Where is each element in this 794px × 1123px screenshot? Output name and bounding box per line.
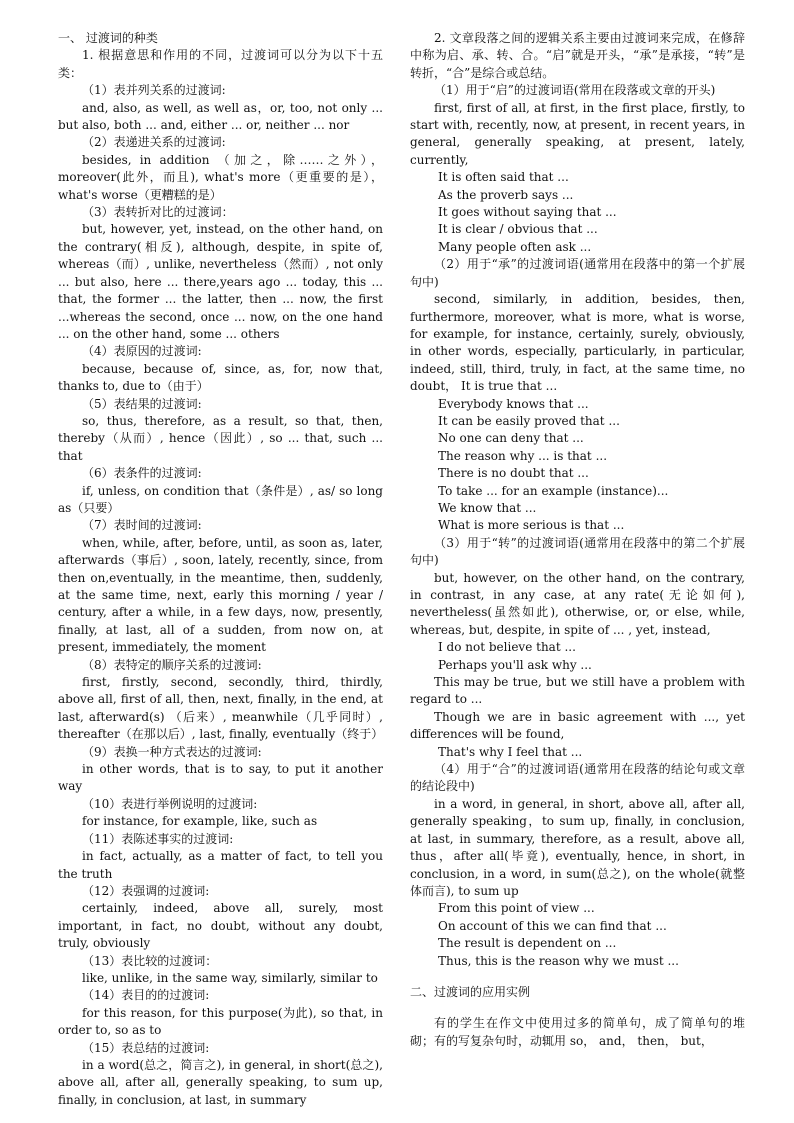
left-subsection-heading: （5）表结果的过渡词: (82, 396, 202, 411)
left-paragraph: in other words, that is to say, to put it another way (58, 762, 383, 794)
left-subsection-heading: （4）表原因的过渡词: (82, 344, 202, 359)
left-subsection-heading: （10）表进行举例说明的过渡词: (82, 796, 258, 811)
left-paragraph: first, firstly, second, secondly, third, thirdly, above all, first of all, then, next, finally, in the end, at last, afterward(s) （后来）, meanwhile（几乎同时）, thereafter（在那以后）, last, finally, eventually（终于） (58, 675, 384, 742)
left-paragraph: 1. 根据意思和作用的不同，过渡词可以分为以下十五类： (58, 48, 383, 80)
left-subsection-heading: （8）表特定的顺序关系的过渡词: (82, 657, 262, 672)
left-paragraph: for this reason, for this purpose(为此), so that, in order to, so as to (58, 1005, 383, 1038)
right-paragraph: but, however, on the other hand, on the contrary, in contrast, in any case, at any rate(无论如何), nevertheless(虽然如此), otherwise, or, or else, while, whereas, but, despite, in spite of ... , yet, instead, (410, 570, 745, 637)
right-subsection-heading: （3）用于“转”的过渡词语(通常用在段落中的第二个扩展句中) (410, 535, 745, 568)
left-paragraph: in a word(总之，简言之), in general, in short(总之), above all, after all, generally speaking, to sum up, finally, in conclusion, at last, in summary (58, 1057, 383, 1107)
right-example-sentence: There is no doubt that ... (438, 466, 589, 481)
right-paragraph: This may be true, but we still have a problem with regard to ... (410, 675, 745, 707)
left-column (58, 30, 383, 1109)
left-subsection-heading: （15）表总结的过渡词: (82, 1040, 210, 1055)
right-example-sentence: As the proverb says ... (438, 187, 574, 202)
right-example-sentence: The result is dependent on ... (438, 936, 617, 951)
left-subsection-heading: （11）表陈述事实的过渡词: (82, 831, 234, 846)
right-paragraph: in a word, in general, in short, above all, after all, generally speaking，to sum up, finally, in conclusion, at last, in summary, therefore, as a result, above all, thus，after all(毕竟), eventually, hence, in short, in conclusion, in a word, in sum(总之), on the whole(就整体而言), to sum up (410, 796, 745, 898)
right-paragraph: 有的学生在作文中使用过多的简单句，成了简单句的堆砌；有的写复杂句时，动辄用 so， and， then， but， (410, 1016, 745, 1048)
left-subsection-heading: （3）表转折对比的过渡词： (82, 205, 234, 220)
right-example-sentence: It is clear / obvious that ... (438, 222, 598, 237)
right-example-sentence: It can be easily proved that ... (438, 413, 620, 428)
left-section-heading: 一、 过渡词的种类 (58, 31, 158, 45)
left-paragraph: when, while, after, before, until, as soon as, later, afterwards（事后）, soon, lately, recently, since, from then on,eventually, in the meantime, then, suddenly, at the same time, next, early this morning / year / century, after a while, in a few days, now, presently, finally, at last, all of a sudden, from now on, at present, immediately, the moment (58, 535, 383, 655)
right-example-sentence: The reason why ... is that ... (438, 448, 608, 463)
right-example-sentence: On account of this we can find that ... (438, 918, 667, 933)
left-subsection-heading: （13）表比较的过渡词： (82, 953, 218, 968)
right-paragraph: second, similarly, in addition, besides, then, furthermore, moreover, what is more, what is worse, for example, for instance, certainly, surely, obviously, in other words, especially, particularly, in particular, indeed, still, third, truly, in fact, at the same time, no doubt， It is true that ... (410, 292, 745, 394)
left-paragraph: so, thus, therefore, as a result, so that, then, thereby（从而）, hence（因此）, so ... that, such ... that (58, 413, 383, 463)
left-subsection-heading: （7）表时间的过渡词: (82, 518, 202, 533)
right-paragraph: Though we are in basic agreement with ..., yet differences will be found, (410, 709, 745, 742)
left-paragraph: in fact, actually, as a matter of fact, to tell you the truth (58, 849, 383, 881)
left-paragraph: like, unlike, in the same way, similarly, similar to (82, 970, 378, 985)
right-example-sentence: That's why I feel that ... (438, 744, 583, 759)
left-subsection-heading: （6）表条件的过渡词: (82, 466, 202, 481)
right-example-sentence: Perhaps you'll ask why ... (438, 657, 592, 672)
right-example-sentence: No one can deny that ... (438, 431, 584, 446)
right-subsection-heading: （2）用于“承”的过渡词语(通常用在段落中的第一个扩展句中) (410, 257, 745, 289)
left-paragraph: because, because of, since, as, for, now that, thanks to, due to（由于） (58, 361, 383, 394)
right-example-sentence: Thus, this is the reason why we must ... (438, 953, 679, 968)
right-column (410, 30, 745, 1050)
right-example-sentence: To take ... for an example (instance)... (438, 483, 669, 498)
right-example-sentence: What is more serious is that ... (438, 518, 625, 533)
left-paragraph: besides, in addition （加之，除……之外），moreover(此外，而且), what's more（更重要的是），what's worse（更糟糕的是） (58, 152, 383, 202)
right-paragraph: 2. 文章段落之间的逻辑关系主要由过渡词来完成，在修辞中称为启、承、转、合。“启”就是开头，“承”是承接，“转”是转折，“合”是综合或总结。 (410, 31, 745, 80)
right-subsection-heading: （4）用于“合”的过渡词语(通常用在段落的结论句或文章的结论段中) (410, 762, 745, 794)
right-example-sentence: It is often said that ... (438, 170, 569, 185)
right-example-sentence: Everybody knows that ... (438, 396, 589, 411)
right-example-sentence: It goes without saying that ... (438, 205, 617, 220)
left-subsection-heading: （9）表换一种方式表达的过渡词: (82, 744, 262, 759)
left-paragraph: and, also, as well, as well as，or, too, not only ... but also, both ... and, either ... or, neither ... nor (58, 100, 383, 133)
right-example-sentence: We know that ... (438, 500, 537, 515)
right-example-sentence: Many people often ask ... (438, 239, 592, 254)
right-subsection-heading: （1）用于“启”的过渡词语(常用在段落或文章的开头) (434, 83, 716, 98)
left-subsection-heading: （12）表强调的过渡词: (82, 883, 210, 898)
left-paragraph: but, however, yet, instead, on the other hand, on the contrary(相反), although, despite, in spite of, whereas（而）, unlike, nevertheless（然而）, not only ... but also, here ... there,years ago ... today, this ... that, the former ... the latter, then ... now, the first ...whereas the second, once ... now, on the one hand ... on the other hand, some ... others (58, 222, 383, 341)
right-example-sentence: From this point of view ... (438, 901, 595, 916)
left-subsection-heading: （1）表并列关系的过渡词: (82, 83, 226, 98)
left-paragraph: if, unless, on condition that（条件是）, as/ so long as（只要） (58, 483, 383, 515)
left-subsection-heading: （2）表递进关系的过渡词: (82, 135, 226, 150)
left-paragraph: for instance, for example, like, such as (82, 814, 318, 829)
left-paragraph: certainly, indeed, above all, surely, most important, in fact, no doubt, without any doubt, truly, obviously (58, 901, 383, 951)
left-subsection-heading: （14）表目的的过渡词: (82, 988, 210, 1003)
right-paragraph: first, first of all, at first, in the first place, firstly, to start with, recently, now, at present, in recent years, in general, generally speaking, at present, lately, currently, (410, 100, 745, 167)
right-example-sentence: I do not believe that ... (438, 640, 576, 655)
right-section-heading: 二、过渡词的应用实例 (410, 984, 531, 999)
